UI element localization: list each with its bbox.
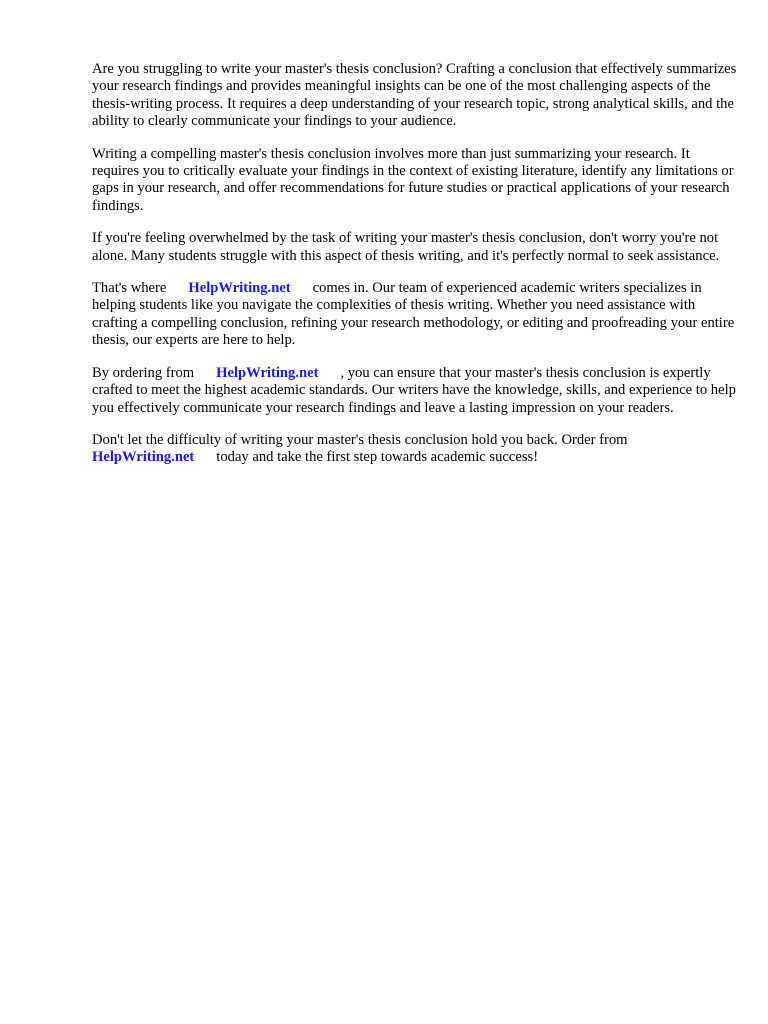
text-after-link: comes in. Our team of experienced academic writers specializes in helping students like you navigate the complexities of thesis writing. Whether you need assistance with crafting a compelling conclusion, refining your research methodology, or editing and proofreading your entire thesis, our experts are here to help.: [92, 280, 735, 349]
helpwriting-link-2[interactable]: HelpWriting.net: [216, 364, 319, 381]
paragraph-compelling-conclusion: Writing a compelling master's thesis conclusion involves more than just summarizing your research. It requires you to critically evaluate your findings in the context of existing literature, identify any limitations or gaps in your research, and offer recommendations for future studies or practical applications of your research findings.: [92, 145, 734, 214]
paragraph-thats-where: [92, 280, 740, 350]
text-before-link: Don't let the difficulty of writing your master's thesis conclusion hold you back. Order from: [92, 431, 628, 448]
helpwriting-link-3[interactable]: HelpWriting.net: [92, 449, 195, 466]
text-before-link: That's where: [92, 280, 167, 297]
paragraph-intro: Are you struggling to write your master's thesis conclusion? Crafting a conclusion that effectively summarizes your research findings and provides meaningful insights can be one of the most challenging aspects of the thesis-writing process. It requires a deep understanding of your research topic, strong analytical skills, and the ability to clearly communicate your findings to your audience.: [92, 61, 737, 130]
paragraph-by-ordering: [92, 365, 740, 417]
text-after-link: , you can ensure that your master's thesis conclusion is expertly crafted to meet the highest academic standards. Our writers have the knowledge, skills, and experience to help you effectively communicate your research findings and leave a lasting impression on your readers.: [92, 364, 736, 416]
text-before-link: By ordering from: [92, 364, 195, 381]
paragraph-call-to-action: [92, 432, 740, 467]
paragraph-overwhelmed: If you're feeling overwhelmed by the task of writing your master's thesis conclusion, don't worry you're not alone. Many students struggle with this aspect of thesis writing, and it's perfectly normal to seek assistance.: [92, 230, 720, 264]
text-after-link: today and take the first step towards academic success!: [216, 449, 539, 466]
helpwriting-link-1[interactable]: HelpWriting.net: [188, 280, 291, 297]
document-page: [92, 61, 740, 482]
